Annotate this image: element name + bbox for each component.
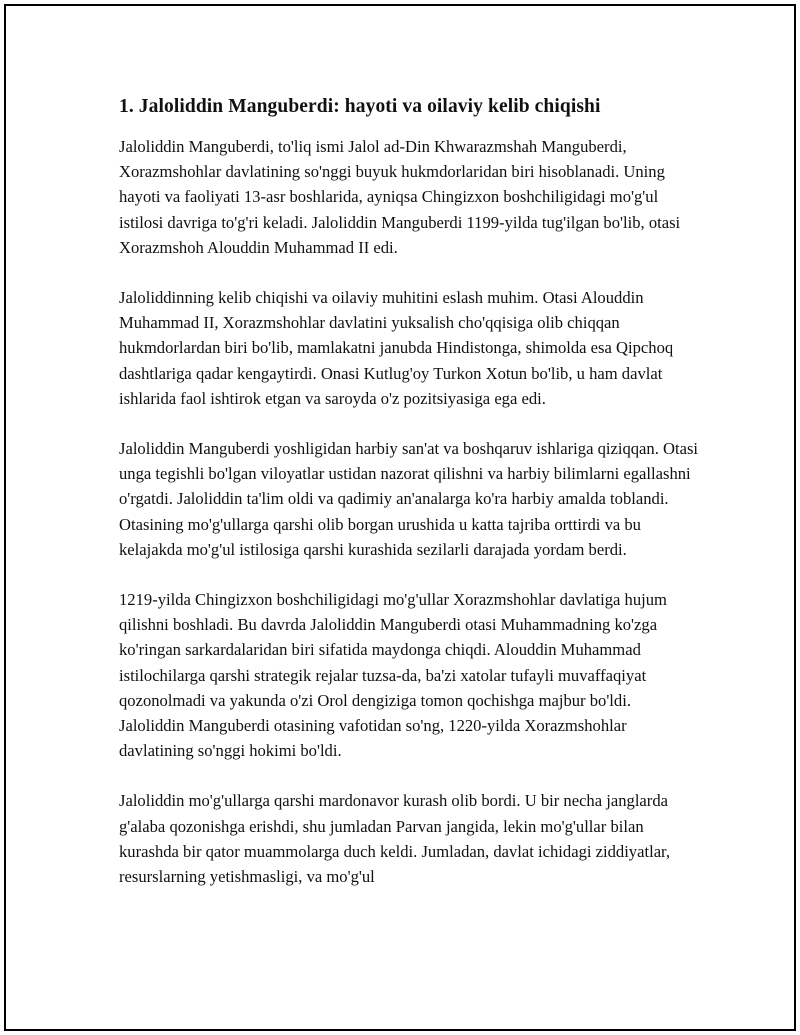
paragraph: Jaloliddin Manguberdi yoshligidan harbiy san'at va boshqaruv ishlariga qiziqqan. Otasi unga tegishli bo'lgan viloyatlar ustidan nazorat qilishni va harbiy bilimlarni egallashni o'rgatdi. Jaloliddin ta'lim oldi va qadimiy an'analarga ko'ra harbiy amalda toblandi. Otasining mo'g'ullarga qarshi olib borgan urushida u katta tajriba orttirdi va bu kelajakda mo'g'ul istilosiga qarshi kurashida sezilarli darajada yordam berdi.	[119, 439, 699, 559]
document-content	[119, 94, 699, 914]
paragraph: Jaloliddinning kelib chiqishi va oilaviy muhitini eslash muhim. Otasi Alouddin Muhammad II, Xorazmshohlar davlatini yuksalish cho'qqisiga olib chiqqan hukmdorlardan biri bo'lib, mamlakatni janubda Hindistonga, shimolda esa Qipchoq dashtlariga qadar kengaytirdi. Onasi Kutlug'oy Turkon Xotun bo'lib, u ham davlat ishlarida faol ishtirok etgan va saroyda o'z pozitsiyasiga ega edi.	[119, 288, 674, 408]
paragraph: Jaloliddin mo'g'ullarga qarshi mardonavor kurash olib bordi. U bir necha janglarda g'alaba qozonishga erishdi, shu jumladan Parvan jangida, lekin mo'g'ullar bilan kurashda bir qator muammolarga duch keldi. Jumladan, davlat ichidagi ziddiyatlar, resurslarning yetishmasligi, va mo'g'ul	[119, 791, 671, 887]
paragraph: Jaloliddin Manguberdi, to'liq ismi Jalol ad-Din Khwarazmshah Manguberdi, Xorazmshohlar davlatining so'nggi buyuk hukmdorlaridan biri hisoblanadi. Uning hayoti va faoliyati 13-asr boshlarida, ayniqsa Chingizxon boshchiligidagi mo'g'ul istilosi davriga to'g'ri keladi. Jaloliddin Manguberdi 1199-yilda tug'ilgan bo'lib, otasi Xorazmshoh Alouddin Muhammad II edi.	[119, 137, 681, 257]
paragraph: 1219-yilda Chingizxon boshchiligidagi mo'g'ullar Xorazmshohlar davlatiga hujum qilishni boshladi. Bu davrda Jaloliddin Manguberdi otasi Muhammadning ko'zga ko'ringan sarkardalaridan biri sifatida maydonga chiqdi. Alouddin Muhammad istilochilarga qarshi strategik rejalar tuzsa-da, ba'zi xatolar tufayli muvaffaqiyat qozonolmadi va yakunda o'zi Orol dengiziga tomon qochishga majbur bo'ldi. Jaloliddin Manguberdi otasining vafotidan so'ng, 1220-yilda Xorazmshohlar davlatining so'nggi hokimi bo'ldi.	[119, 590, 667, 761]
page-title: 1. Jaloliddin Manguberdi: hayoti va oilaviy kelib chiqishi	[119, 96, 601, 117]
document-page	[4, 4, 796, 1031]
